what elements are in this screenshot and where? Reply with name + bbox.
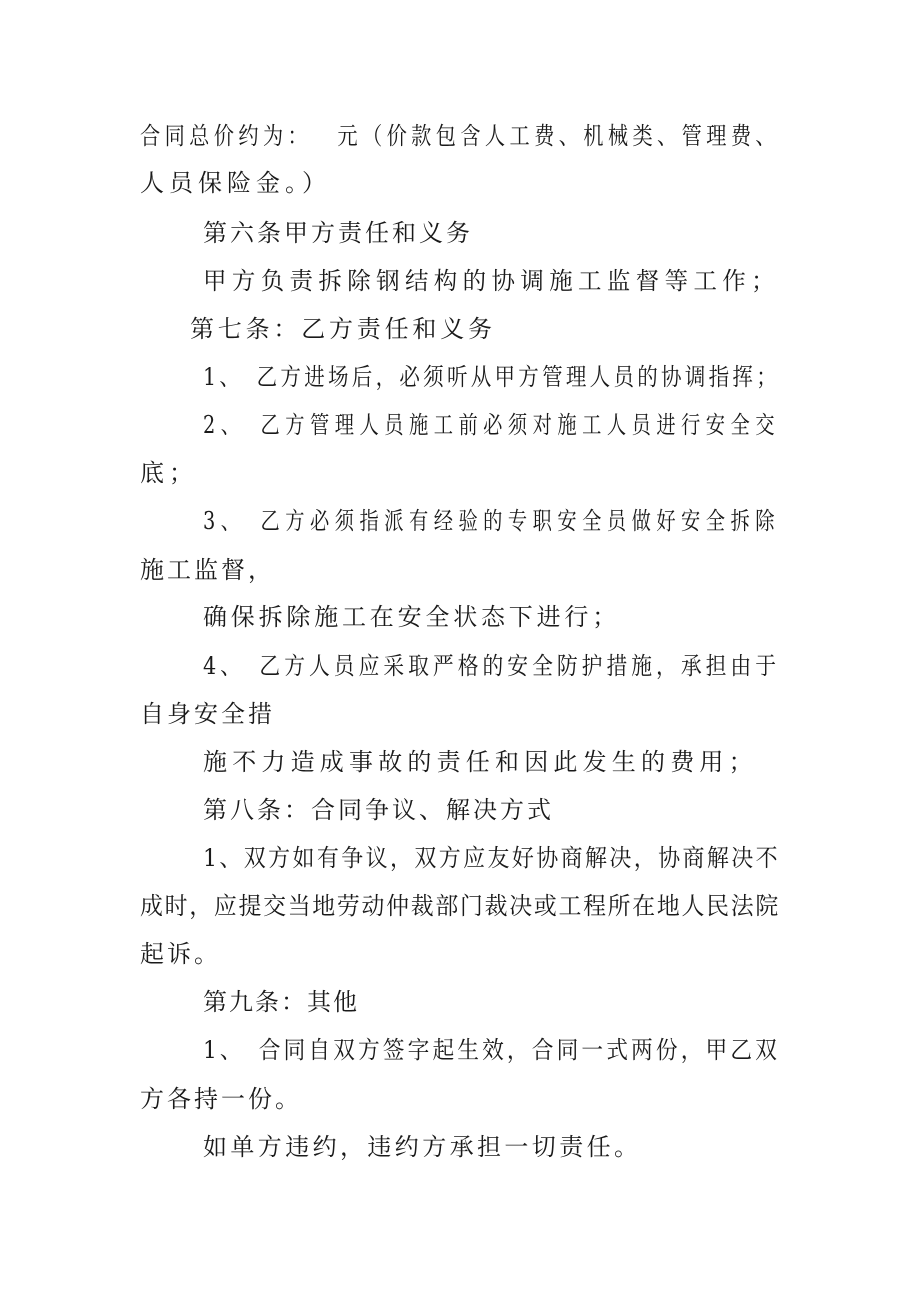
article-7-item-4: 4、 乙方人员应采取严格的安全防护措施，承担由于 [203, 652, 780, 680]
article-7-item-2: 2、 乙方管理人员施工前必须对施工人员进行安全交 [203, 411, 780, 439]
article-9-item-1: 1、 合同自双方签字起生效，合同一式两份，甲乙双 [203, 1036, 780, 1064]
article-9-item-1-cont: 方各持一份。 [140, 1085, 302, 1113]
contract-price-line-cont: 人员保险金。） [140, 169, 331, 197]
article-8-heading: 第八条：合同争议、解决方式 [203, 796, 554, 824]
article-6-heading: 第六条甲方责任和义务 [203, 219, 473, 247]
article-9-heading: 第九条：其他 [203, 988, 359, 1016]
article-7-heading: 第七条：乙方责任和义务 [190, 315, 496, 343]
article-7-item-4-cont-2: 施不力造成事故的责任和因此发生的费用； [203, 748, 758, 776]
article-7-item-1: 1、 乙方进场后，必须听从甲方管理人员的协调指挥； [203, 363, 780, 391]
article-7-item-4-cont: 自身安全措 [140, 700, 275, 728]
article-7-item-3: 3、 乙方必须指派有经验的专职安全员做好安全拆除 [203, 507, 780, 535]
article-7-item-3-cont: 施工监督， [140, 556, 275, 584]
article-7-item-3-cont-2: 确保拆除施工在安全状态下进行； [203, 603, 620, 631]
article-8-item-1-cont: 成时，应提交当地劳动仲裁部门裁决或工程所在地人民法院 [140, 892, 780, 920]
article-8-item-1: 1、双方如有争议，双方应友好协商解决，协商解决不 [203, 844, 780, 872]
article-9-item-1-cont-2: 如单方违约，违约方承担一切责任。 [203, 1133, 642, 1161]
article-8-item-1-cont-2: 起诉。 [140, 940, 221, 968]
contract-price-line: 合同总价约为： 元（价款包含人工费、机械类、管理费、 [140, 122, 780, 150]
article-7-item-2-cont: 底； [140, 459, 198, 487]
article-6-text: 甲方负责拆除钢结构的协调施工监督等工作； [203, 267, 780, 295]
